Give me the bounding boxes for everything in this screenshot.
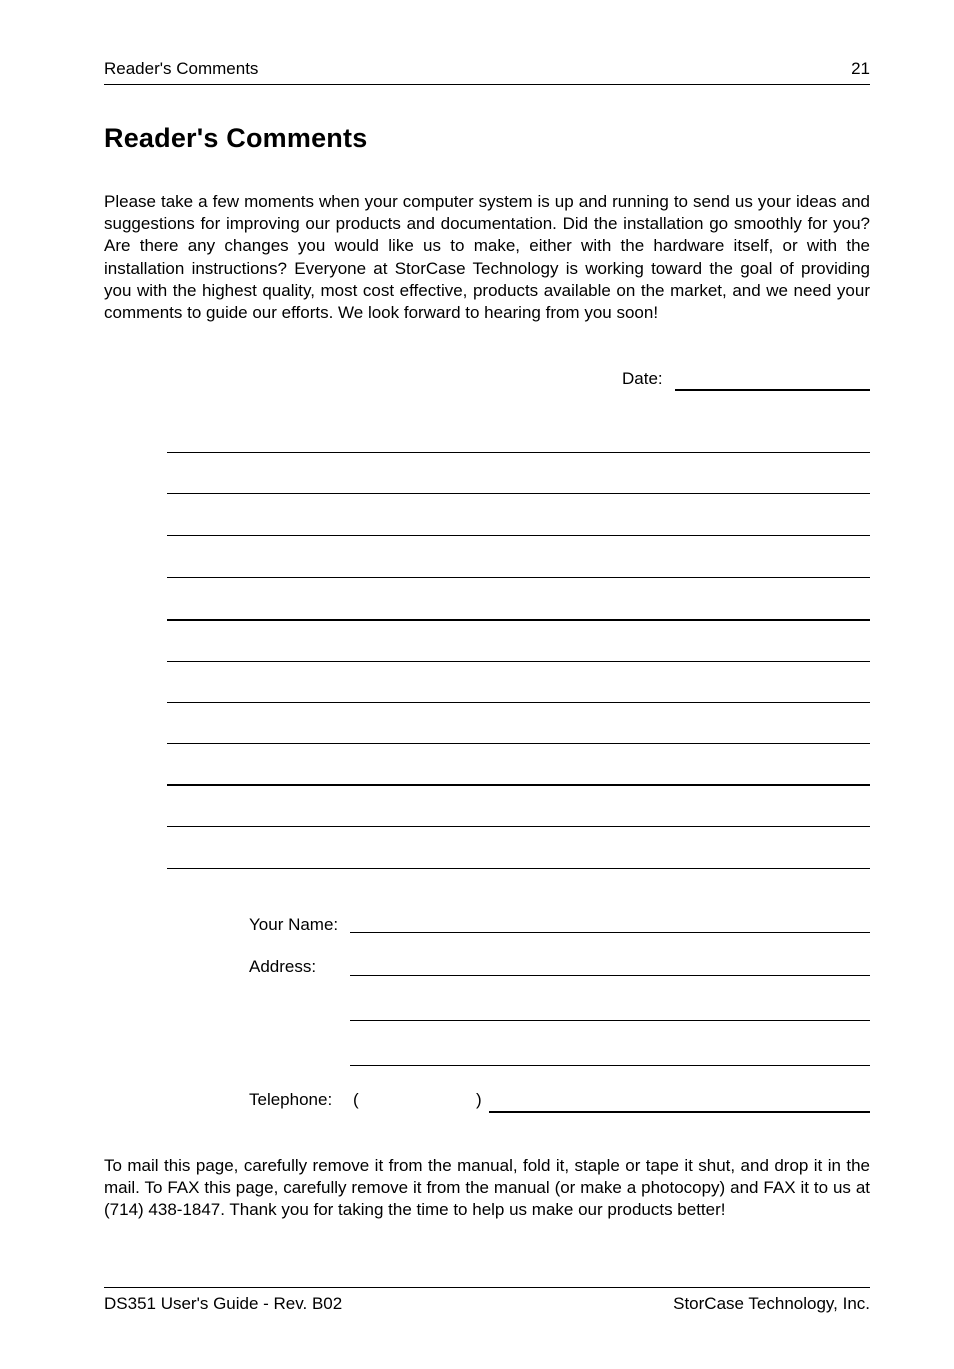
area-code-close-paren: ) (476, 1090, 482, 1109)
name-label: Your Name: (249, 915, 339, 934)
intro-paragraph: Please take a few moments when your computer system is up and running to send us your ideas and suggestions for improving our products and documentation. Did the installation go smoothly for you? Are there any changes you would like us to make, either with the hardware itself, or with the installation instructions? Everyone at StorCase Technology is working toward the goal of providing you with the highest quality, most cost effective, products available on the market, and we need your comments to guide our efforts. We look forward to hearing from you soon! (104, 192, 870, 323)
telephone-label: Telephone: (249, 1090, 333, 1109)
comment-line[interactable] (167, 493, 870, 494)
address-label: Address: (249, 957, 317, 976)
header-rule (104, 84, 870, 85)
comment-line[interactable] (167, 452, 870, 453)
date-field[interactable] (675, 389, 870, 391)
footer-company: StorCase Technology, Inc. (673, 1294, 870, 1313)
mail-instructions: To mail this page, carefully remove it from the manual, fold it, staple or tape it shut, and drop it in the mail. To FAX this page, carefully remove it from the manual (or make a photocopy) and FAX it to us at (714) 438-1847. Thank you for taking the time to help us make our products better! (104, 1156, 870, 1220)
footer-doc-title: DS351 User's Guide - Rev. B02 (104, 1294, 343, 1313)
address-field-line-1[interactable] (350, 975, 870, 976)
name-field[interactable] (350, 932, 870, 933)
footer-rule (104, 1287, 870, 1288)
area-code-open-paren: ( (353, 1090, 359, 1109)
comment-line[interactable] (167, 661, 870, 662)
address-field-line-3[interactable] (350, 1065, 870, 1066)
address-field-line-2[interactable] (350, 1020, 870, 1021)
comment-line[interactable] (167, 535, 870, 536)
comment-line[interactable] (167, 826, 870, 827)
page-number: 21 (851, 59, 870, 78)
comment-line[interactable] (167, 577, 870, 578)
comment-line[interactable] (167, 619, 870, 621)
date-label: Date: (622, 369, 663, 388)
comment-line[interactable] (167, 868, 870, 869)
telephone-field[interactable] (489, 1111, 870, 1113)
comment-line[interactable] (167, 702, 870, 703)
comment-line[interactable] (167, 784, 870, 786)
page-title: Reader's Comments (104, 123, 368, 153)
comment-line[interactable] (167, 743, 870, 744)
running-header-title: Reader's Comments (104, 59, 259, 78)
